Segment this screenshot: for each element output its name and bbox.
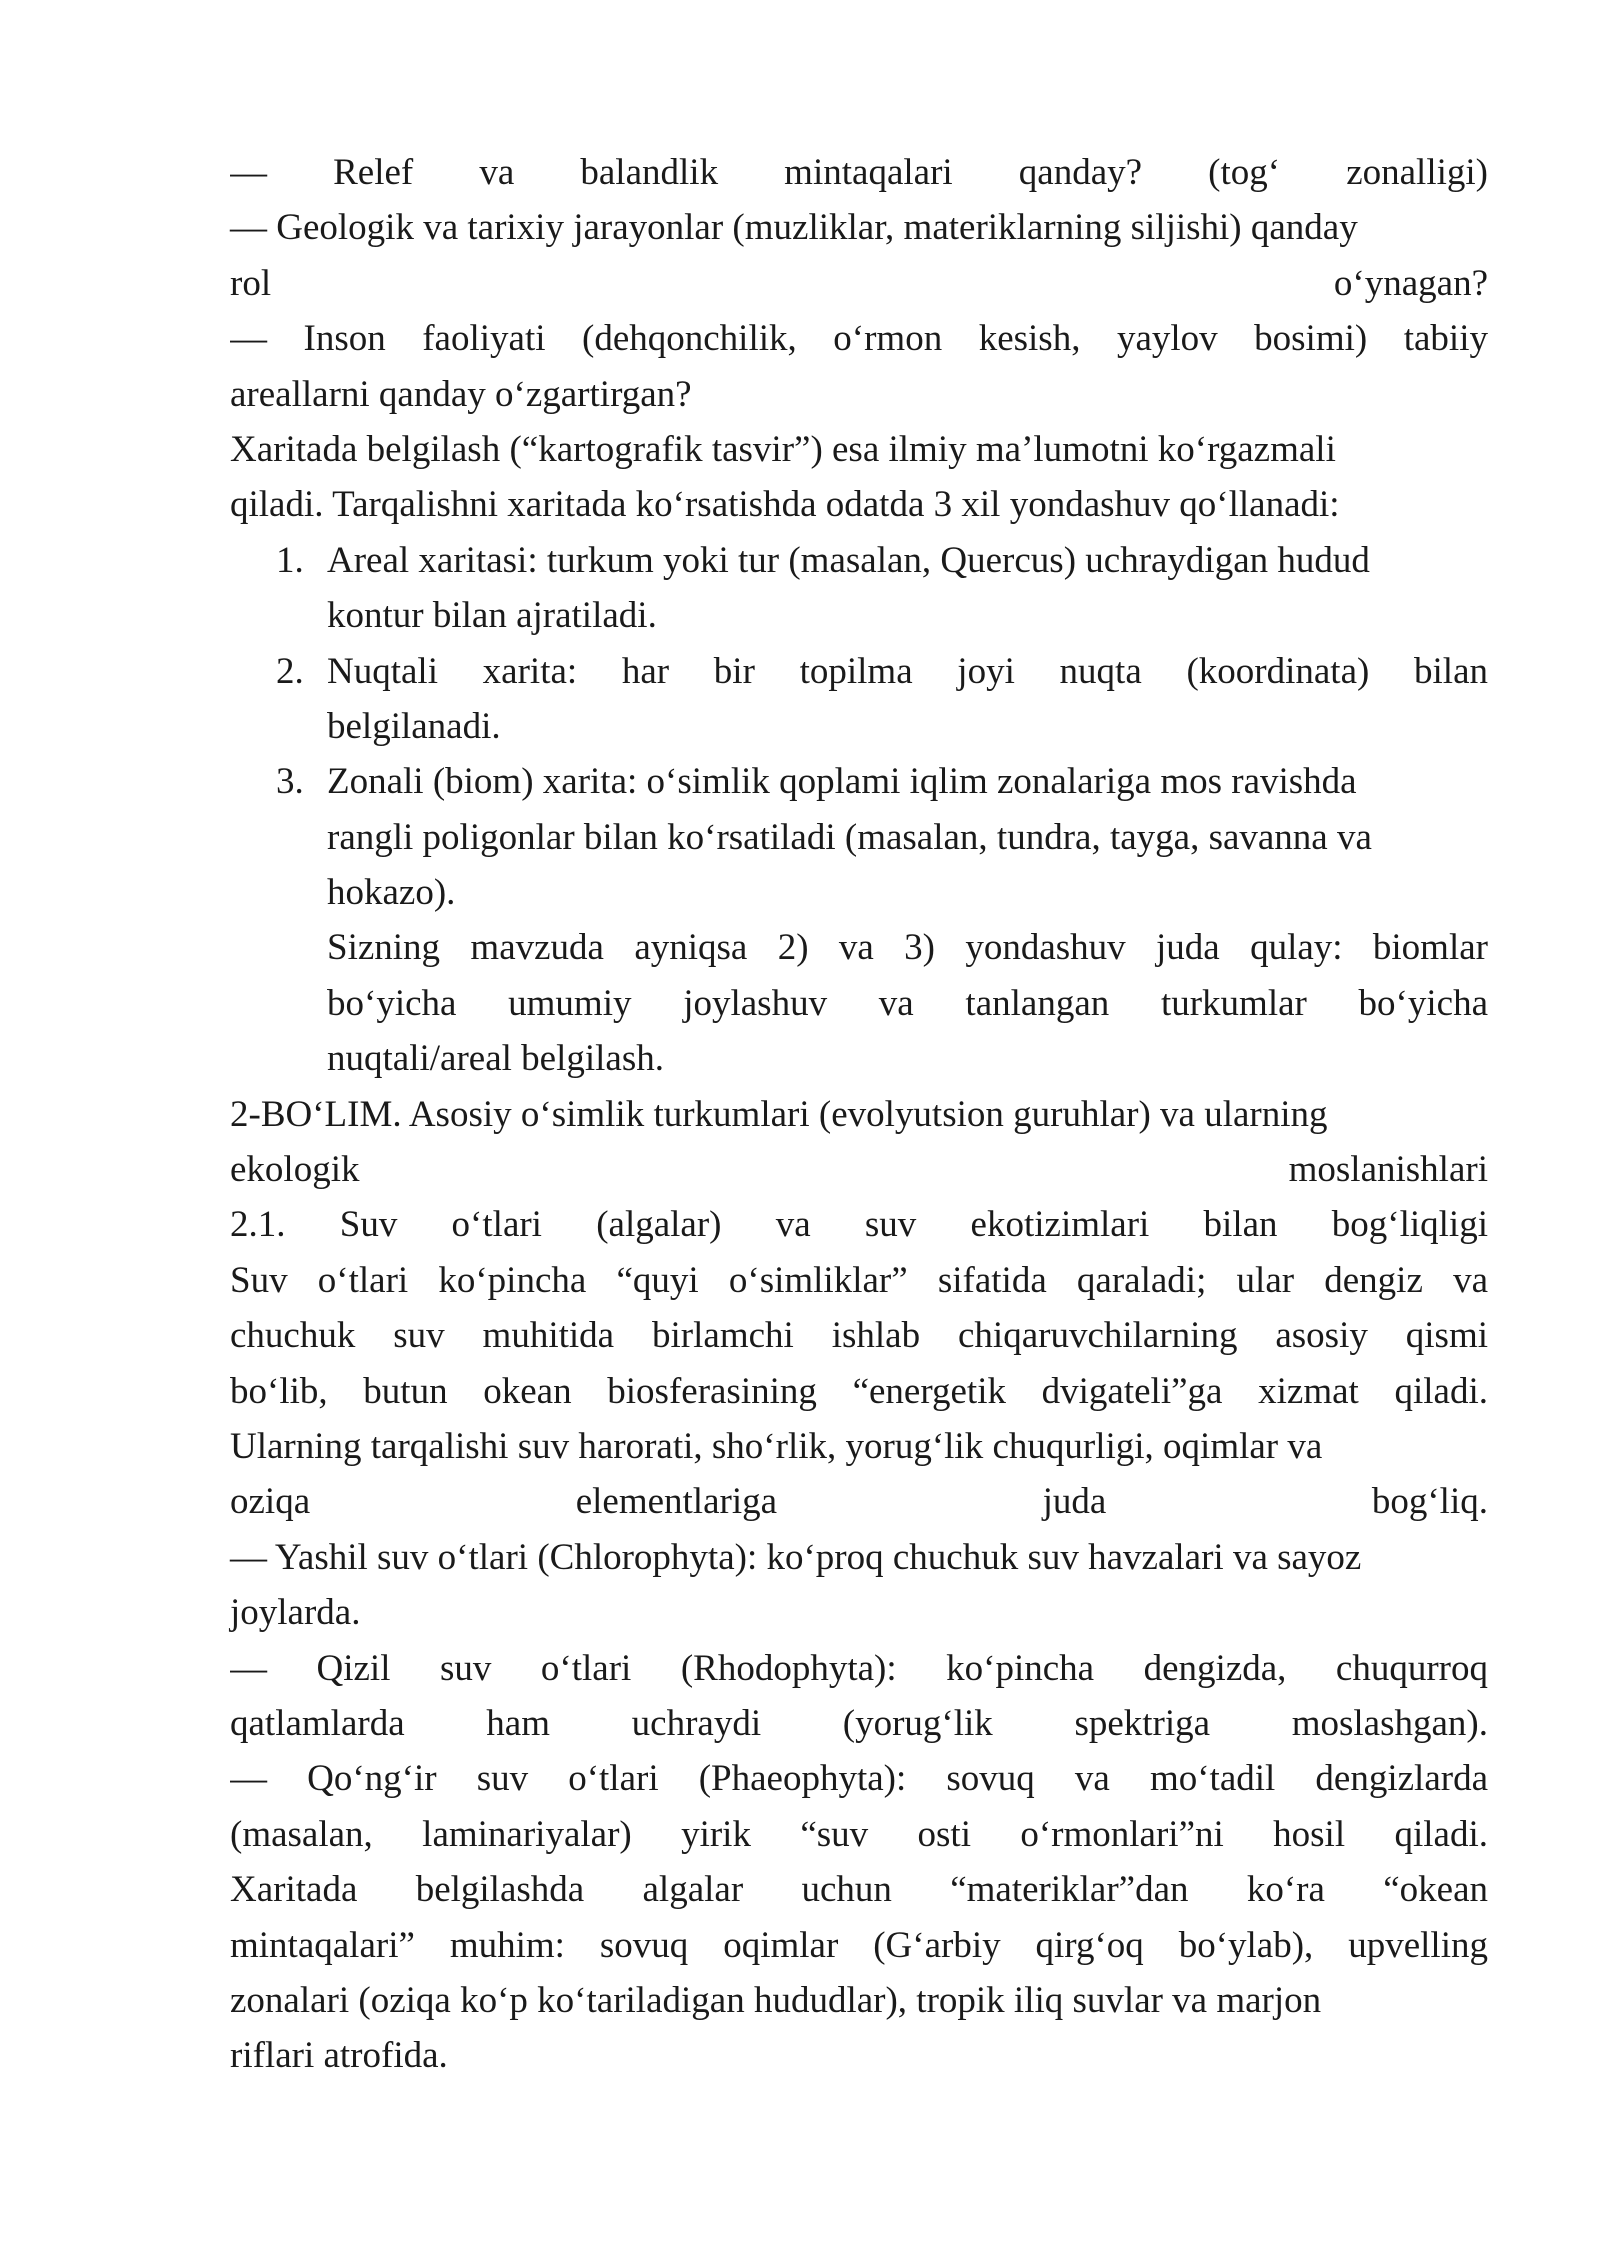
text-line: — Inson faoliyati (dehqonchilik, o‘rmon kesish, yaylov bosimi) tabiiy [230, 318, 1488, 360]
list-item [230, 644, 1488, 755]
text-line: areallarni qanday o‘zgartirgan? [230, 373, 692, 415]
text-line: qatlamlarda ham uchraydi (yorug‘lik spektriga moslashgan). [230, 1702, 1488, 1744]
text-line: — Yashil suv o‘tlari (Chlorophyta): ko‘proq chuchuk suv havzalari va sayoz [230, 1536, 1362, 1578]
list-number: 1. [276, 539, 304, 581]
list-number: 2. [276, 650, 304, 692]
text-line: (masalan, laminariyalar) yirik “suv osti o‘rmonlari”ni hosil qiladi. [230, 1813, 1488, 1855]
list-item-text: Nuqtali xarita: har bir topilma joyi nuqta (koordinata) bilan [327, 650, 1488, 692]
list-item-text: nuqtali/areal belgilash. [327, 1038, 664, 1080]
list-item-text: hokazo). [327, 872, 456, 914]
list-item-text: Areal xaritasi: turkum yoki tur (masalan, Quercus) uchraydigan hudud [327, 539, 1370, 581]
text-line: Ularning tarqalishi suv harorati, sho‘rlik, yorug‘lik chuqurligi, oqimlar va [230, 1425, 1323, 1467]
text-line: rol o‘ynagan? [230, 262, 1488, 304]
list-item-text: bo‘yicha umumiy joylashuv va tanlangan turkumlar bo‘yicha [327, 982, 1488, 1024]
text-line: chuchuk suv muhitida birlamchi ishlab chiqaruvchilarning asosiy qismi [230, 1315, 1488, 1357]
list-number: 3. [276, 761, 304, 803]
list-item-text: belgilanadi. [327, 705, 501, 747]
section-heading: ekologik moslanishlari [230, 1149, 1488, 1191]
text-line: — Relef va balandlik mintaqalari qanday? (tog‘ zonalligi) [230, 152, 1488, 193]
text-line: — Qizil suv o‘tlari (Rhodophyta): ko‘pincha dengizda, chuqurroq [230, 1647, 1488, 1689]
document-page [230, 145, 1488, 2084]
list-item [230, 754, 1488, 1086]
list-item-text: rangli poligonlar bilan ko‘rsatiladi (masalan, tundra, tayga, savanna va [327, 816, 1372, 858]
subsection-heading: 2.1. Suv o‘tlari (algalar) va suv ekotizimlari bilan bog‘liqligi [230, 1204, 1488, 1246]
numbered-list [230, 533, 1488, 1087]
section-heading: 2-BO‘LIM. Asosiy o‘simlik turkumlari (evolyutsion guruhlar) va ularning [230, 1093, 1328, 1135]
text-line: qiladi. Tarqalishni xaritada ko‘rsatishda odatda 3 xil yondashuv qo‘llanadi: [230, 484, 1340, 526]
text-line: Suv o‘tlari ko‘pincha “quyi o‘simliklar” sifatida qaraladi; ular dengiz va [230, 1259, 1488, 1301]
list-item-text: kontur bilan ajratiladi. [327, 595, 657, 637]
text-line: Xaritada belgilash (“kartografik tasvir”) esa ilmiy ma’lumotni ko‘rgazmali [230, 428, 1336, 470]
list-item-text: Zonali (biom) xarita: o‘simlik qoplami iqlim zonalariga mos ravishda [327, 761, 1357, 803]
text-line: — Qo‘ng‘ir suv o‘tlari (Phaeophyta): sovuq va mo‘tadil dengizlarda [230, 1758, 1488, 1800]
text-line: bo‘lib, butun okean biosferasining “energetik dvigateli”ga xizmat qiladi. [230, 1370, 1488, 1412]
text-line: — Geologik va tarixiy jarayonlar (muzliklar, materiklarning siljishi) qanday [230, 207, 1358, 249]
list-item [230, 533, 1488, 644]
text-line: oziqa elementlariga juda bog‘liq. [230, 1481, 1488, 1523]
text-line: riflari atrofida. [230, 2035, 448, 2077]
text-line: joylarda. [230, 1592, 361, 1634]
text-line: zonalari (oziqa ko‘p ko‘tariladigan hududlar), tropik iliq suvlar va marjon [230, 1979, 1322, 2021]
text-line: Xaritada belgilashda algalar uchun “materiklar”dan ko‘ra “okean [230, 1869, 1488, 1911]
text-line: mintaqalari” muhim: sovuq oqimlar (G‘arbiy qirg‘oq bo‘ylab), upvelling [230, 1924, 1488, 1966]
list-item-text: Sizning mavzuda ayniqsa 2) va 3) yondashuv juda qulay: biomlar [327, 927, 1488, 969]
